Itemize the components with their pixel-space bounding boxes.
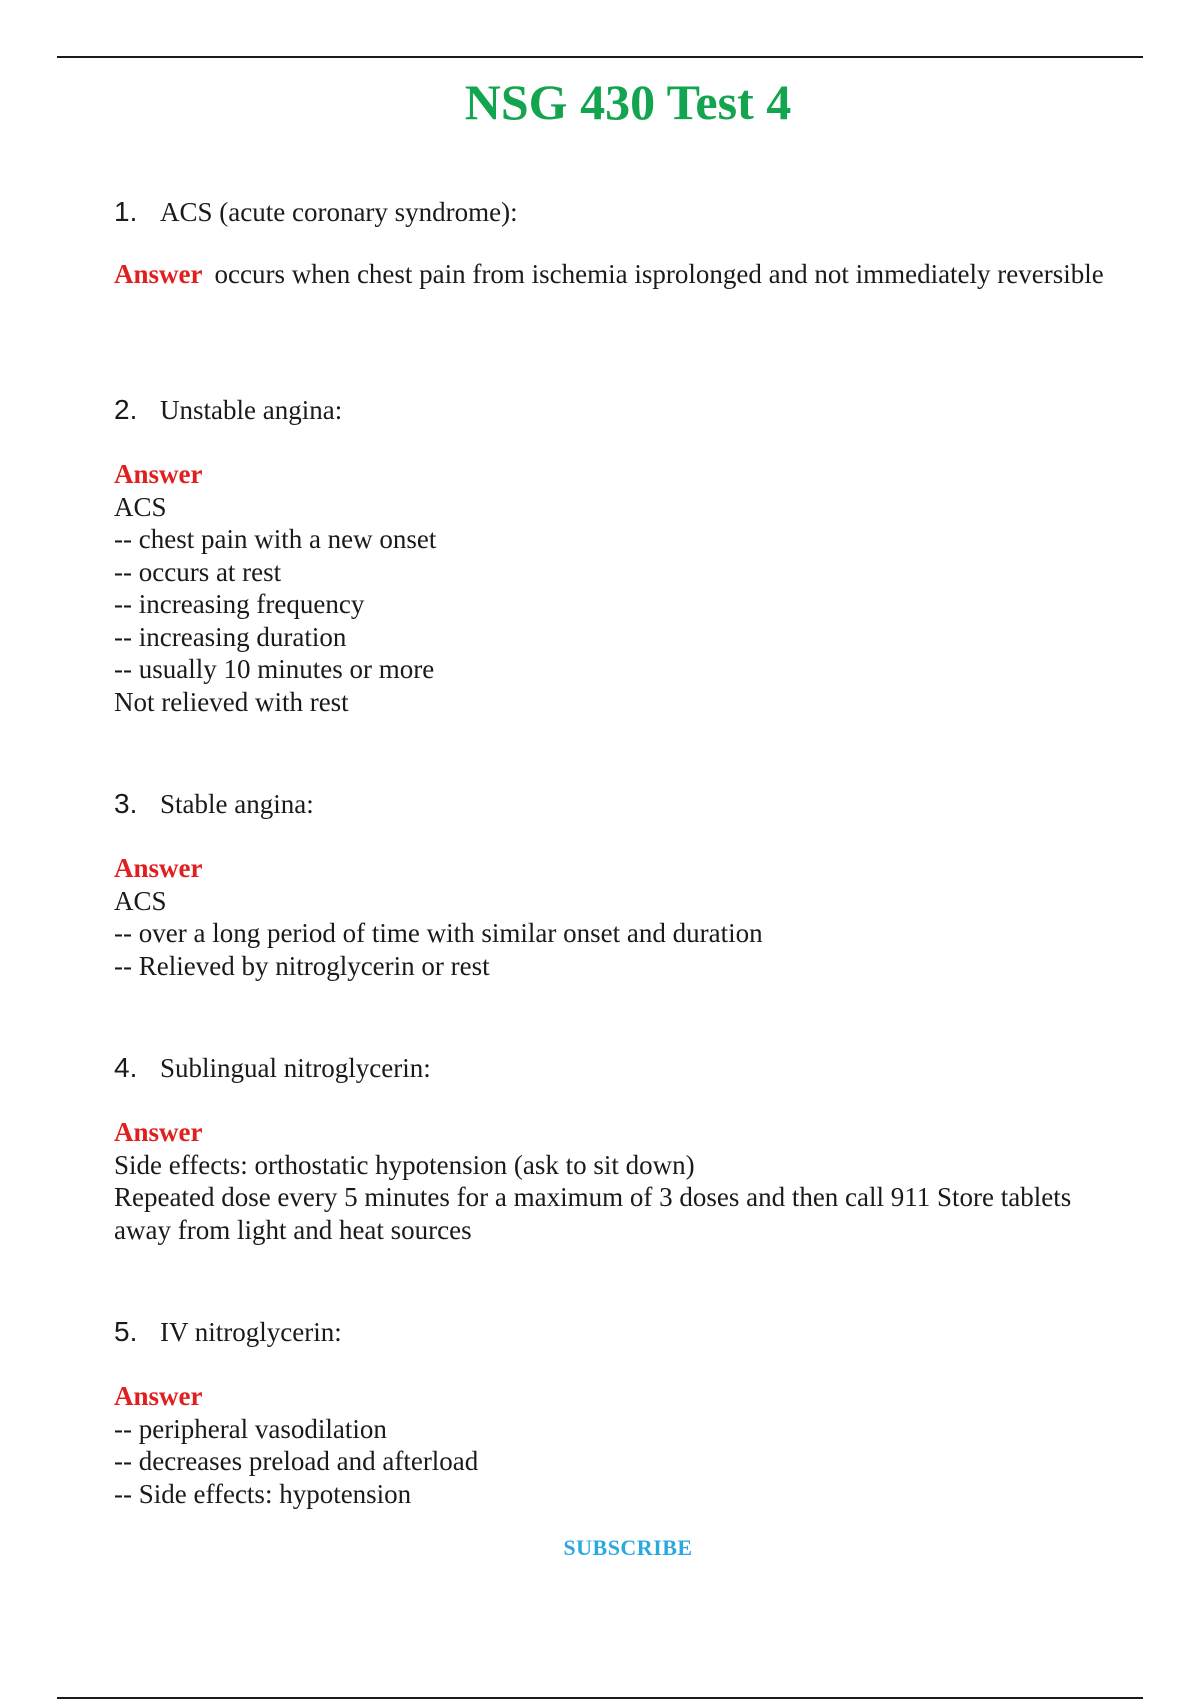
question-4 [114, 1052, 1134, 1246]
answer-label: Answer [114, 259, 203, 289]
answer-label: Answer [114, 459, 203, 489]
answer-line: ACS [114, 491, 167, 522]
answer-line: -- increasing duration [114, 621, 347, 652]
question-number: 3. [114, 788, 138, 819]
answer-block [114, 458, 1134, 718]
top-divider [57, 56, 1143, 58]
answer-line: -- usually 10 minutes or more [114, 654, 435, 684]
answer-line: -- over a long period of time with similar onset and duration [114, 918, 763, 948]
question-text: Unstable angina: [160, 395, 343, 425]
question-3 [114, 788, 1134, 982]
question-1 [114, 196, 1134, 291]
question-5 [114, 1316, 1134, 1510]
question-text: IV nitroglycerin: [160, 1317, 342, 1347]
answer-line: -- occurs at rest [114, 556, 282, 587]
subscribe-link[interactable]: SUBSCRIBE [563, 1535, 693, 1560]
question-header [114, 788, 1134, 828]
bottom-divider [57, 1697, 1143, 1699]
question-text: ACS (acute coronary syndrome): [160, 197, 518, 227]
answer-text: occurs when chest pain from ischemia isprolonged and not immediately reversible [214, 259, 1104, 289]
answer-line: -- decreases preload and afterload [114, 1446, 479, 1476]
answer-line: Repeated dose every 5 minutes for a maximum of 3 doses and then call 911 Store tablets away from light and heat sources [114, 1182, 1078, 1245]
answer-block [114, 852, 1134, 982]
answer-line: -- chest pain with a new onset [114, 524, 437, 554]
page-title: NSG 430 Test 4 [464, 74, 792, 130]
answer-block [114, 1116, 1134, 1246]
question-number: 5. [114, 1316, 138, 1347]
answer-block [114, 1380, 1134, 1510]
answer-line: -- peripheral vasodilation [114, 1413, 387, 1444]
answer-label: Answer [114, 1381, 203, 1411]
question-number: 2. [114, 394, 138, 425]
answer-label: Answer [114, 853, 203, 883]
question-text: Sublingual nitroglycerin: [160, 1053, 431, 1083]
answer-line: -- Side effects: hypotension [114, 1478, 412, 1509]
question-number: 1. [114, 196, 138, 227]
question-text: Stable angina: [160, 789, 314, 819]
question-header [114, 1316, 1134, 1356]
answer-block [114, 258, 1134, 291]
question-2 [114, 394, 1134, 718]
question-number: 4. [114, 1052, 138, 1083]
answer-line: ACS [114, 885, 167, 916]
question-header [114, 394, 1134, 434]
answer-line: -- Relieved by nitroglycerin or rest [114, 950, 490, 981]
answer-line: Side effects: orthostatic hypotension (ask to sit down) [114, 1149, 695, 1180]
question-header [114, 196, 1134, 236]
answer-line: Not relieved with rest [114, 686, 349, 717]
question-header [114, 1052, 1134, 1092]
answer-line: -- increasing frequency [114, 589, 365, 619]
answer-label: Answer [114, 1117, 203, 1147]
